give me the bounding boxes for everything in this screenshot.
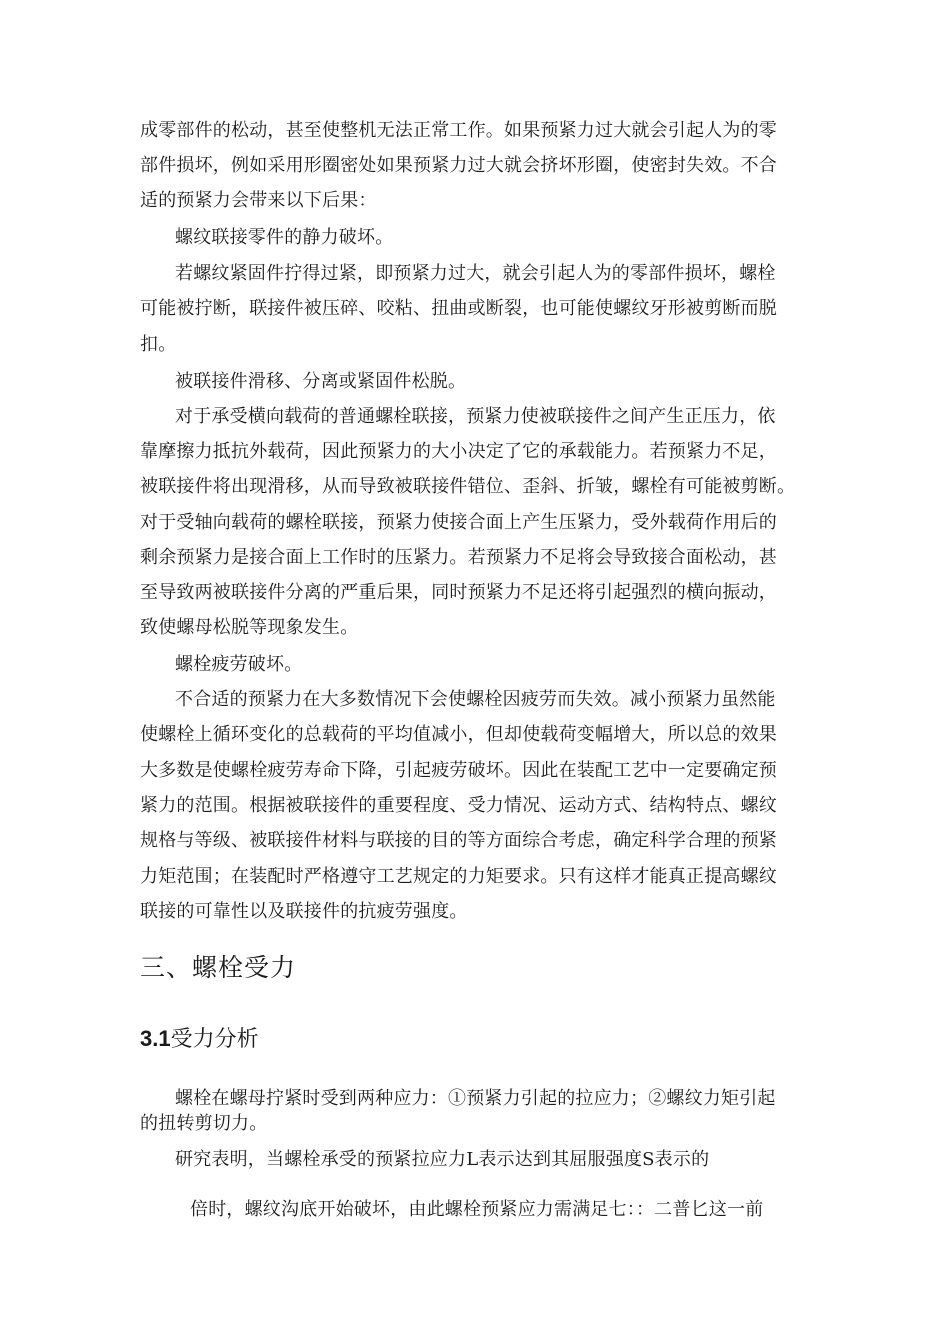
- paragraph-line: 联接的可靠性以及联接件的抗疲劳强度。: [140, 901, 468, 922]
- paragraph-line: 部件损坏，例如采用形圈密处如果预紧力过大就会挤坏形圈，使密封失效。不合: [140, 155, 777, 176]
- paragraph-line: 的扭转剪切力。: [140, 1113, 268, 1134]
- paragraph-line: 至导致两被联接件分离的严重后果，同时预紧力不足还将引起强烈的横向振动，: [140, 582, 777, 603]
- paragraph-line: 对于受轴向载荷的螺栓联接，预紧力使接合面上产生压紧力，受外载荷作用后的: [140, 512, 777, 533]
- paragraph-line: 力矩范围；在装配时严格遵守工艺规定的力矩要求。只有这样才能真正提高螺纹: [140, 866, 777, 887]
- subsection-number: 3.1: [140, 1026, 171, 1051]
- paragraph-line: 大多数是使螺栓疲劳寿命下降，引起疲劳破坏。因此在装配工艺中一定要确定预: [140, 760, 777, 781]
- list-item: 螺纹联接零件的静力破坏。: [175, 227, 394, 248]
- paragraph-line: 研究表明，当螺栓承受的预紧拉应力L表示达到其屈服强度S表示的: [175, 1149, 710, 1170]
- paragraph-line: 被联接件将出现滑移，从而导致被联接件错位、歪斜、折皱，螺栓有可能被剪断。: [140, 476, 796, 497]
- section-heading: 三、螺栓受力: [140, 953, 297, 982]
- paragraph-line: 使螺栓上循环变化的总载荷的平均值减小，但却使载荷变幅增大，所以总的效果: [140, 724, 777, 745]
- paragraph-line: 不合适的预紧力在大多数情况下会使螺栓因疲劳而失效。减小预紧力虽然能: [175, 689, 776, 710]
- paragraph-line: 规格与等级、被联接件材料与联接的目的等方面综合考虑，确定科学合理的预紧: [140, 830, 777, 851]
- paragraph-line: 成零部件的松动，甚至使整机无法正常工作。如果预紧力过大就会引起人为的零: [140, 120, 777, 141]
- paragraph-line: 剩余预紧力是接合面上工作时的压紧力。若预紧力不足将会导致接合面松动，甚: [140, 547, 777, 568]
- paragraph-line: 紧力的范围。根据被联接件的重要程度、受力情况、运动方式、结构特点、螺纹: [140, 795, 777, 816]
- list-item: 螺栓疲劳破坏。: [175, 654, 303, 675]
- subsection-heading: [140, 1025, 259, 1054]
- paragraph-line: 对于承受横向载荷的普通螺栓联接，预紧力使被联接件之间产生正压力，依: [175, 406, 776, 427]
- paragraph-line: 可能被拧断，联接件被压碎、咬粘、扭曲或断裂，也可能使螺纹牙形被剪断而脱: [140, 298, 777, 319]
- paragraph-line: 螺栓在螺母拧紧时受到两种应力：①预紧力引起的拉应力；②螺纹力矩引起: [175, 1088, 776, 1109]
- paragraph-line: 靠摩擦力抵抗外载荷，因此预紧力的大小决定了它的承载能力。若预紧力不足，: [140, 441, 777, 462]
- paragraph-line: 适的预紧力会带来以下后果：: [140, 190, 377, 211]
- paragraph-line: 致使螺母松脱等现象发生。: [140, 617, 359, 638]
- paragraph-line: 若螺纹紧固件拧得过紧，即预紧力过大，就会引起人为的零部件损坏，螺栓: [175, 263, 776, 284]
- paragraph-line: 扣。: [140, 334, 177, 355]
- paragraph-line: 倍时，螺纹沟底开始破坏，由此螺栓预紧应力需满足七：：二普匕这一前: [190, 1199, 764, 1220]
- list-item: 被联接件滑移、分离或紧固件松脱。: [175, 371, 467, 392]
- subsection-title: 受力分析: [170, 1027, 259, 1052]
